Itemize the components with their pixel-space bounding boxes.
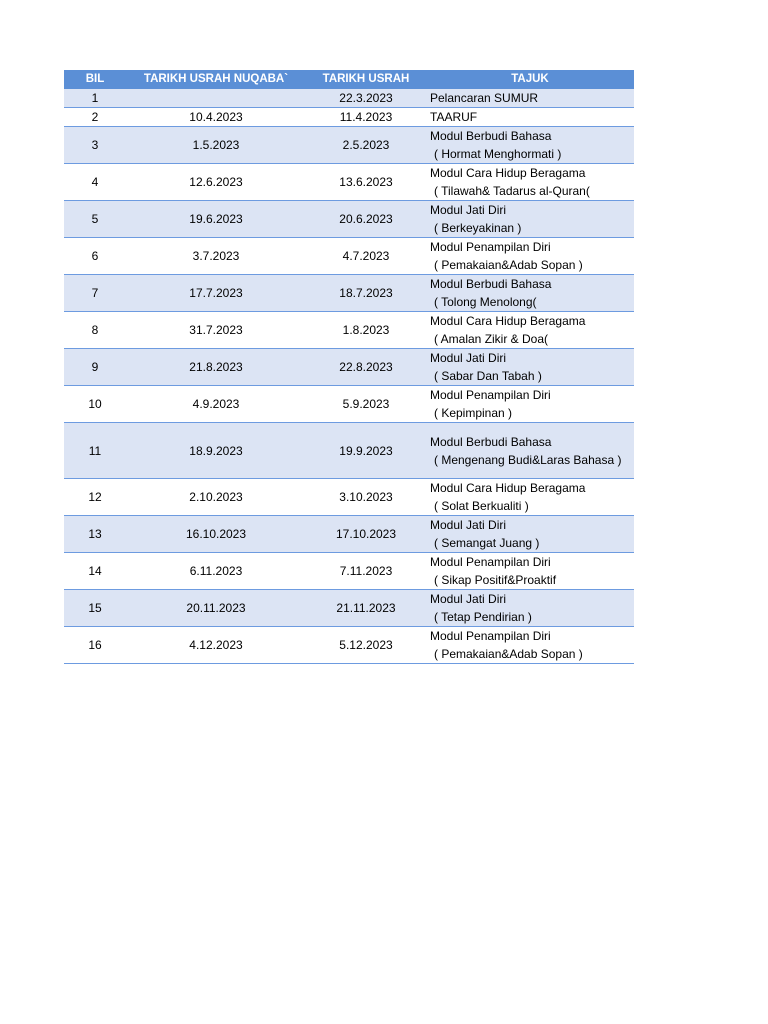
cell-tajuk [426, 312, 634, 349]
cell-tarikh-usrah: 20.6.2023 [306, 201, 426, 238]
tajuk-title: Modul Jati Diri [430, 203, 507, 217]
table-row [64, 479, 634, 516]
table-row [64, 312, 634, 349]
tajuk-title: Modul Cara Hidup Beragama [430, 314, 586, 328]
cell-tarikh-usrah: 21.11.2023 [306, 590, 426, 627]
cell-bil: 8 [64, 312, 126, 349]
cell-bil: 11 [64, 423, 126, 479]
table-row [64, 553, 634, 590]
tajuk-title: Modul Berbudi Bahasa [430, 277, 552, 291]
cell-tajuk [426, 590, 634, 627]
tajuk-title: Modul Cara Hidup Beragama [430, 481, 586, 495]
cell-tarikh-usrah: 3.10.2023 [306, 479, 426, 516]
table-row [64, 386, 634, 423]
cell-tajuk [426, 89, 634, 108]
cell-bil: 3 [64, 127, 126, 164]
tajuk-subtitle: ( Pemakaian&Adab Sopan ) [434, 647, 583, 661]
cell-tarikh-usrah: 4.7.2023 [306, 238, 426, 275]
usrah-schedule-table [64, 70, 634, 664]
table-row [64, 108, 634, 127]
tajuk-subtitle: ( Kepimpinan ) [434, 406, 513, 420]
cell-tarikh-usrah: 18.7.2023 [306, 275, 426, 312]
cell-tarikh-usrah: 7.11.2023 [306, 553, 426, 590]
cell-tarikh-usrah-nuqaba: 4.9.2023 [126, 386, 306, 423]
table-row [64, 238, 634, 275]
cell-tajuk [426, 553, 634, 590]
cell-tajuk [426, 627, 634, 664]
cell-tajuk [426, 516, 634, 553]
cell-tarikh-usrah-nuqaba: 12.6.2023 [126, 164, 306, 201]
cell-tarikh-usrah-nuqaba: 19.6.2023 [126, 201, 306, 238]
table-body [64, 89, 634, 664]
table-row [64, 275, 634, 312]
cell-tarikh-usrah: 5.12.2023 [306, 627, 426, 664]
table-row [64, 627, 634, 664]
cell-tarikh-usrah: 2.5.2023 [306, 127, 426, 164]
header-tarikh-usrah: TARIKH USRAH [306, 70, 426, 89]
cell-bil: 6 [64, 238, 126, 275]
table-row [64, 349, 634, 386]
table-row [64, 423, 634, 479]
tajuk-subtitle: ( Hormat Menghormati ) [434, 147, 562, 161]
tajuk-title: Modul Penampilan Diri [430, 555, 551, 569]
cell-tarikh-usrah-nuqaba: 6.11.2023 [126, 553, 306, 590]
header-tarikh-usrah-nuqaba: TARIKH USRAH NUQABA` [126, 70, 306, 89]
cell-tarikh-usrah-nuqaba: 18.9.2023 [126, 423, 306, 479]
cell-tarikh-usrah: 22.8.2023 [306, 349, 426, 386]
cell-bil: 16 [64, 627, 126, 664]
table-row [64, 127, 634, 164]
cell-tarikh-usrah-nuqaba: 31.7.2023 [126, 312, 306, 349]
tajuk-title: Modul Jati Diri [430, 518, 507, 532]
cell-tarikh-usrah: 1.8.2023 [306, 312, 426, 349]
table-row [64, 516, 634, 553]
cell-bil: 7 [64, 275, 126, 312]
cell-tajuk [426, 386, 634, 423]
cell-tarikh-usrah: 13.6.2023 [306, 164, 426, 201]
cell-tajuk [426, 127, 634, 164]
cell-tarikh-usrah-nuqaba: 21.8.2023 [126, 349, 306, 386]
tajuk-subtitle: ( Amalan Zikir & Doa( [434, 332, 549, 346]
tajuk-title: Modul Penampilan Diri [430, 629, 551, 643]
cell-tarikh-usrah-nuqaba: 3.7.2023 [126, 238, 306, 275]
tajuk-title: Modul Cara Hidup Beragama [430, 166, 586, 180]
tajuk-subtitle: ( Solat Berkualiti ) [434, 499, 529, 513]
tajuk-title: TAARUF [430, 110, 478, 124]
tajuk-title: Modul Jati Diri [430, 351, 507, 365]
cell-tarikh-usrah: 17.10.2023 [306, 516, 426, 553]
table-header-row [64, 70, 634, 89]
cell-bil: 5 [64, 201, 126, 238]
tajuk-subtitle: ( Semangat Juang ) [434, 536, 540, 550]
tajuk-title: Modul Penampilan Diri [430, 240, 551, 254]
cell-bil: 4 [64, 164, 126, 201]
cell-tarikh-usrah: 19.9.2023 [306, 423, 426, 479]
cell-bil: 1 [64, 89, 126, 108]
cell-bil: 12 [64, 479, 126, 516]
cell-tarikh-usrah-nuqaba: 2.10.2023 [126, 479, 306, 516]
cell-tajuk [426, 164, 634, 201]
tajuk-subtitle: ( Mengenang Budi&Laras Bahasa ) [434, 452, 622, 467]
cell-tajuk [426, 423, 634, 479]
cell-bil: 9 [64, 349, 126, 386]
cell-tajuk [426, 238, 634, 275]
cell-bil: 10 [64, 386, 126, 423]
cell-tarikh-usrah-nuqaba: 17.7.2023 [126, 275, 306, 312]
cell-tajuk [426, 108, 634, 127]
cell-bil: 14 [64, 553, 126, 590]
tajuk-subtitle: ( Tetap Pendirian ) [434, 610, 532, 624]
cell-tajuk [426, 349, 634, 386]
tajuk-subtitle: ( Sabar Dan Tabah ) [434, 369, 542, 383]
tajuk-subtitle: ( Tolong Menolong( [434, 295, 537, 309]
table-row [64, 164, 634, 201]
cell-tarikh-usrah: 11.4.2023 [306, 108, 426, 127]
tajuk-title: Pelancaran SUMUR [430, 91, 539, 105]
tajuk-subtitle: ( Berkeyakinan ) [434, 221, 522, 235]
tajuk-subtitle: ( Tilawah& Tadarus al-Quran( [434, 184, 590, 198]
header-bil: BIL [64, 70, 126, 89]
cell-bil: 2 [64, 108, 126, 127]
cell-tarikh-usrah: 22.3.2023 [306, 89, 426, 108]
cell-tarikh-usrah-nuqaba: 20.11.2023 [126, 590, 306, 627]
tajuk-title: Modul Berbudi Bahasa [430, 129, 552, 143]
cell-tajuk [426, 275, 634, 312]
tajuk-subtitle: ( Pemakaian&Adab Sopan ) [434, 258, 583, 272]
cell-tarikh-usrah-nuqaba: 16.10.2023 [126, 516, 306, 553]
cell-tarikh-usrah-nuqaba: 10.4.2023 [126, 108, 306, 127]
cell-bil: 15 [64, 590, 126, 627]
tajuk-title: Modul Penampilan Diri [430, 388, 551, 402]
cell-tarikh-usrah-nuqaba: 1.5.2023 [126, 127, 306, 164]
cell-tarikh-usrah-nuqaba: 4.12.2023 [126, 627, 306, 664]
cell-bil: 13 [64, 516, 126, 553]
table-row [64, 590, 634, 627]
tajuk-subtitle: ( Sikap Positif&Proaktif [434, 573, 557, 587]
header-tajuk: TAJUK [426, 70, 634, 89]
cell-tarikh-usrah-nuqaba [126, 89, 306, 108]
table-row [64, 201, 634, 238]
cell-tajuk [426, 201, 634, 238]
table-row [64, 89, 634, 108]
tajuk-title: Modul Berbudi Bahasa [430, 434, 552, 449]
tajuk-title: Modul Jati Diri [430, 592, 507, 606]
cell-tajuk [426, 479, 634, 516]
cell-tarikh-usrah: 5.9.2023 [306, 386, 426, 423]
